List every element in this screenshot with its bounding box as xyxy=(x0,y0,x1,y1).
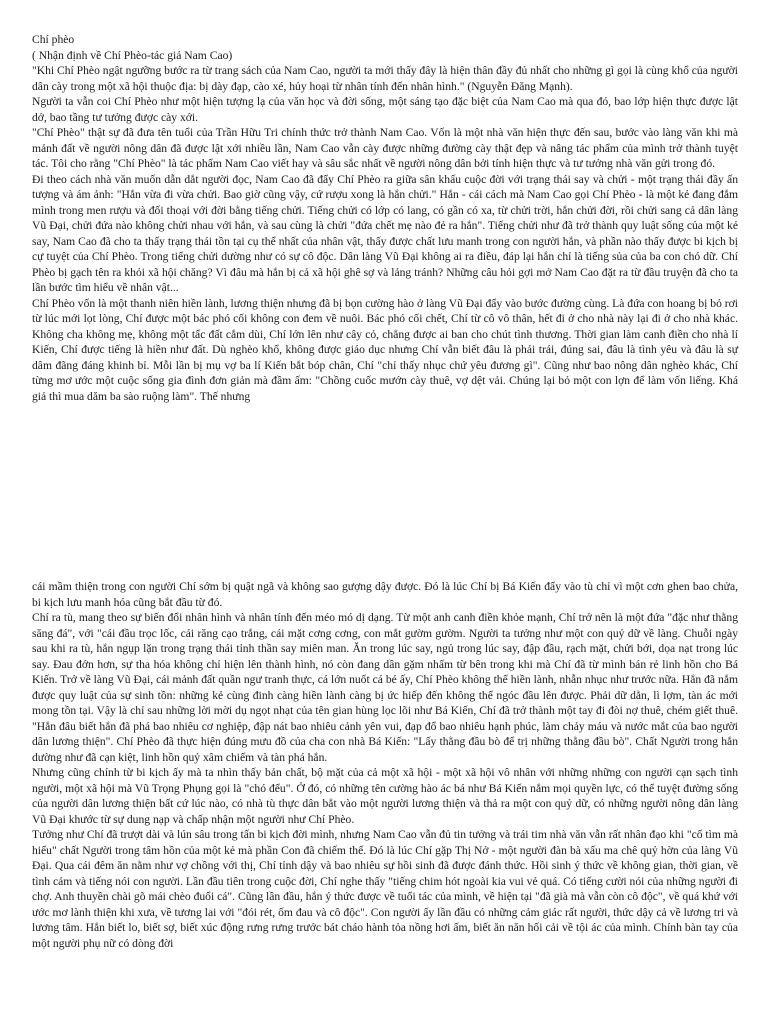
paragraph-say-va-chui: Đi theo cách nhà văn muốn dẫn dắt người đọc, Nam Cao đã đẩy Chí Phèo ra giữa sân khấu cuộc đời với trạng thái say và chửi - một trạng thái đầy ấn tượng và ám ảnh: "Hắn vừa đi vừa chửi. Bao giờ cũng vậy, cứ rượu xong là hắn chửi." Hắn - cái cách mà Nam Cao gọi Chí Phèo - là một kẻ đang đắm mình trong men rượu và đối thoại với đời bằng tiếng chửi. Tiếng chửi có lớp có lang, có gần có xa, từ chửi trời, hắn chửi đời, rồi chửi sang cả dân làng Vũ Đại, chửi đứa nào không chửi nhau với hắn, và sau cùng là chửi "đứa chết mẹ nào đẻ ra hắn". Tiếng chửi như đã trở thành quy luật sống của một kẻ say, Nam Cao đã cho ta thấy trạng thái tồn tại cụ thể nhất của nhân vật, thấy được chất lưu manh trong con người hắn, và phần nào thấy được bi kịch bị cự tuyệt của Chí Phèo. Trong tiếng chửi dường như có sự cô độc. Dân làng Vũ Đại không ai ra điều, đáp lại hắn chỉ là tiếng sủa của ba con chó dữ. Chí Phèo bị gạch tên ra khỏi xã hội chăng? Vì đâu mà hắn bị cả xã hội ghê sợ và lảng tránh? Những câu hỏi gợi mở Nam Cao đặt ra từ đầu truyện đã cho ta lần bước tìm hiểu về nhân vật... xyxy=(32,172,738,294)
document-title: Chí phèo xyxy=(32,33,75,46)
paragraph-xuat-than-chi-pheo: Chí Phèo vốn là một thanh niên hiền lành, lương thiện nhưng đã bị bọn cường hào ở làng Vũ Đại đẩy vào bước đường cùng. Là đứa con hoang bị bỏ rơi từ lúc mới lọt lòng, Chí được một bác phó cối không con đem về nuôi. Bác phó cối chết, Chí từ cô vô thân, hết đi ở cho nhà này lại đi ở cho nhà khác. Không cha không mẹ, không một tấc đất cắm dùi, Chí lớn lên như cây cỏ, chẳng được ai ban cho chút tình thương. Thời gian làm canh điền cho nhà lí Kiến, Chí được tiếng là hiền như đất. Dù nghèo khổ, không được giáo dục nhưng Chí vẫn biết đâu là phải trái, đúng sai, đâu là tình yêu và đâu là sự dâm đãng đáng khinh bỉ. Mỗi lần bị mụ vợ ba lí Kiến bắt bóp chân, Chí "chỉ thấy nhục chứ yêu đương gì". Cũng như bao nông dân nghèo khác, Chí từng mơ ước một cuộc sống gia đình đơn giản mà đầm ấm: "Chồng cuốc mướn cày thuê, vợ dệt vải. Chúng lại bỏ một con lợn để làm vốn liếng. Khá giả thì mua dăm ba sào ruộng làm". Thế nhưng xyxy=(32,296,738,403)
document-bottom-section xyxy=(32,579,738,951)
document-subtitle: ( Nhận định về Chí Phèo-tác giả Nam Cao) xyxy=(32,48,233,62)
paragraph-ten-tuoi-nam-cao: "Chí Phèo" thật sự đã đưa tên tuổi của Trần Hữu Tri chính thức trở thành Nam Cao. Vốn là một nhà văn hiện thực đến sau, bước vào làng văn khi mà mảnh đất về người nông dân đã được lật xới nhiều lần, Nam Cao vẫn cày được những đường cày thật đẹp và nâng tác phẩm của mình trở thành tuyệt tác. Tôi cho rằng "Chí Phèo" là tác phẩm Nam Cao viết hay và sâu sắc nhất về người nông dân bởi tính hiện thực và tư tưởng nhà văn gửi trong đó. xyxy=(32,126,738,170)
paragraph-mam-thien: cái mầm thiện trong con người Chí sớm bị quật ngã và không sao gượng dậy được. Đó là lúc Chí bị Bá Kiến đẩy vào tù chỉ vì một cơn ghen bao chửa, bi kịch lưu manh hóa cũng bắt đầu từ đó. xyxy=(32,580,738,609)
paragraph-hoi-sinh: Tưởng như Chí đã trượt dài và lún sâu trong tấn bi kịch đời mình, nhưng Nam Cao vẫn đủ tin tưởng và trái tim nhà văn vẫn rất nhân đạo khi "cố tìm mà hiểu" chất Người trong tâm hồn của một kẻ mà phần Con đã chiếm thế. Đó là lúc Chí gặp Thị Nở - một người đàn bà xấu ma chê quỷ hờn của làng Vũ Đại. Qua cái đêm ăn nằm như vợ chồng với thị, Chí tỉnh dậy và bao nhiêu sự hồi sinh đã được đánh thức. Hồi sinh ý thức về không gian, thời gian, về tình cảm và tiếng nói con người. Lần đầu tiên trong cuộc đời, Chí nghe thấy "tiếng chim hót ngoài kia vui vẻ quá. Có tiếng cười nói của những người đi chợ. Anh thuyền chài gõ mái chèo đuổi cá". Cũng lần đầu, hắn ý thức được về tuổi tác của mình, về hiện tại "đã già mà vẫn còn cô độc", về quá khứ với ước mơ lành thiện khi xưa, về tương lai với "đói rét, ốm đau và cô độc". Con người ấy lần đầu có những cảm giác rất người, thức dậy cả về lương tri và lương tâm. Hắn biết lo, biết sợ, biết xúc động rưng rưng trước bát cháo hành tỏa nồng hơi ấm, biết ăn năn hối cải về tội ác của mình. Chính bàn tay của một người phụ nữ có dòng đời xyxy=(32,828,738,950)
paragraph-ban-chat-xa-hoi: Nhưng cũng chính từ bi kịch ấy mà ta nhìn thấy bản chất, bộ mặt của cả một xã hội - một xã hội vô nhân với những những con người cạn sạch tình người, một xã hội mà Vũ Trọng Phụng gọi là "chó đểu". Ở đó, có những tên cường hào ác bá như Bá Kiến nắm mọi quyền lực, có thể tuyệt đường sống của người dân lương thiện bất cứ lúc nào, có nhà tù thực dân bắt vào một người lương thiện và thả ra một con quỷ dữ, có những người nông dân làng Vũ Đại khước từ sự dung nạp và chấp nhận một người như Chí Phèo. xyxy=(32,766,738,826)
paragraph-quote-nguyen-dang-manh: "Khi Chí Phèo ngật ngưỡng bước ra từ trang sách của Nam Cao, người ta mới thấy đây là hiện thân đầy đủ nhất cho những gì gọi là cùng khổ của người dân cày trong một xã hội thuộc địa: bị dày đạp, cào xé, hủy hoại từ nhân tính đến nhân hình." (Nguyễn Đăng Mạnh). xyxy=(32,64,738,93)
document-top-section xyxy=(32,32,738,404)
paragraph-chi-ra-tu: Chí ra tù, mang theo sự biến đổi nhân hình và nhân tính đến méo mó dị dạng. Từ một anh canh điền khỏe mạnh, Chí trở nên là một đứa "đặc như thằng săng đá", với "cái đầu trọc lốc, cái răng cạo trắng, cái mặt cơng cơng, con mắt gườm gườm. Người ta tưởng như một con quỷ dữ về làng. Chuỗi ngày sau khi ra tù, hắn ngụp lặn trong trạng thái tỉnh thần say miên man. Ăn trong lúc say, ngủ trong lúc say, đập đầu, rạch mặt, chửi bới, dọa nạt trong lúc say. Đau đớn hơn, sự tha hóa không chỉ hiện lên thành hình, nó còn đang dần gặm nhấm từ bên trong khi mà Chí đã từ mình bán rẻ linh hồn cho Bá Kiến. Trở về làng Vũ Đại, cái mảnh đất quần ngư tranh thực, cá lớn nuốt cá bé ấy, Chí Phèo không thể hiền lành, nhẫn nhục như trước nữa. Hắn đã nắm được quy luật của sự sinh tồn: những kẻ cùng đinh càng hiền lành càng bị ức hiếp đến không thể ngóc đầu lên được. Phải dữ dằn, lì lợm, tàn ác mới mong tồn tại. Vậy là chỉ sau những lời mời dụ ngọt nhạt của tên gian hùng lọc lõi như Bá Kiến, Chí đã trở thành một tay đi đòi nợ thuê, chém giết thuê. "Hắn đâu biết hắn đã phá bao nhiêu cơ nghiệp, đập nát bao nhiêu cảnh yên vui, đạp đổ bao nhiêu hạnh phúc, làm chảy máu và nước mắt của bao người dân lương thiện". Chí Phèo đã thực hiện đúng mưu đồ của cha con nhà Bá Kiến: "Lấy thằng đầu bò để trị những thằng đầu bò". Chất Người trong hắn dường như đã cạn kiệt, linh hồn quỷ xâm chiếm và tàn phá hắn. xyxy=(32,611,738,764)
paragraph-hien-tuong-la: Người ta vẫn coi Chí Phèo như một hiện tượng lạ của văn học và đời sống, một sáng tạo đặc biệt của Nam Cao mà qua đó, bao lớp hiện thực được lật dở, bao tầng tư tưởng được cày xới. xyxy=(32,95,738,124)
